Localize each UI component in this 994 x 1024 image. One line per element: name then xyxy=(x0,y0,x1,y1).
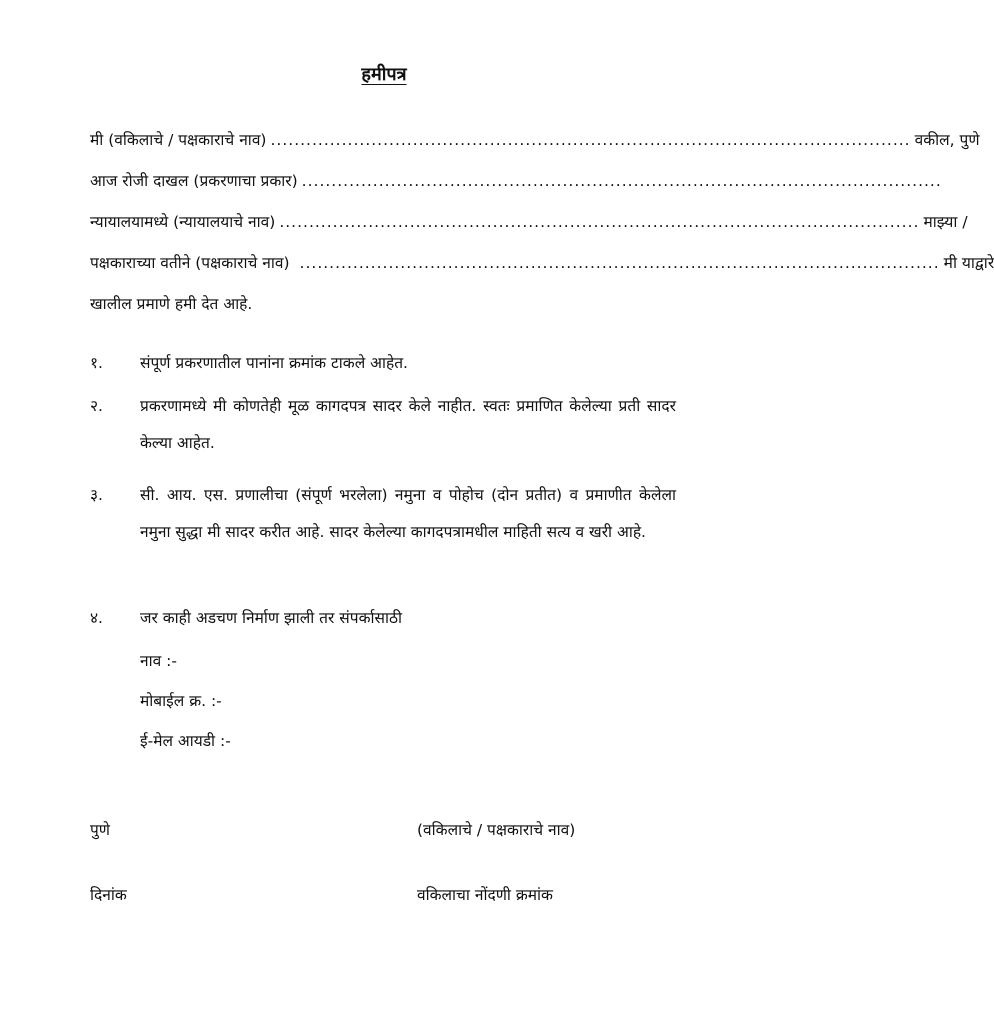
advocate-name-blank: ............................................................................................................ xyxy=(270,131,911,149)
intro-line-4 xyxy=(90,248,994,289)
intro-line-1 xyxy=(90,125,980,166)
list-item xyxy=(90,388,676,462)
advocate-city-label: वकील, पुणे xyxy=(914,131,980,149)
party-name-label: पक्षकाराच्या वतीने (पक्षकाराचे नाव) xyxy=(90,254,290,272)
item-number: ३. xyxy=(90,486,103,504)
place-label: पुणे xyxy=(90,821,111,839)
item-number: ४. xyxy=(90,609,103,627)
case-type-label: आज रोजी दाखल (प्रकरणाचा प्रकार) xyxy=(90,172,298,190)
list-item xyxy=(90,345,676,382)
intro-line-3 xyxy=(90,207,968,248)
document-title: हमीपत्र xyxy=(361,64,407,85)
advocate-name-label: मी (वकिलाचे / पक्षकाराचे नाव) xyxy=(90,131,267,149)
court-name-label: न्यायालयामध्ये (न्यायालयाचे नाव) xyxy=(90,213,276,231)
item-number: १. xyxy=(90,354,103,372)
case-type-blank: ............................................................................................................ xyxy=(301,172,942,190)
hereby-label: मी याद्वारे xyxy=(943,254,994,272)
intro-line-5: खालील प्रमाणे हमी देत आहे. xyxy=(90,295,253,313)
contact-email-label: ई-मेल आयडी :- xyxy=(140,732,231,750)
intro-paragraph xyxy=(90,125,994,330)
item-number: २. xyxy=(90,397,103,415)
item-text: जर काही अडचण निर्माण झाली तर संपर्कासाठी xyxy=(140,609,403,627)
item-text: प्रकरणामध्ये मी कोणतेही मूळ कागदपत्र सादर केले नाहीत. स्वतः प्रमाणित केलेल्या प्रती सादर केल्या आहेत. xyxy=(140,397,676,452)
contact-name-label: नाव :- xyxy=(140,652,177,670)
intro-line-2 xyxy=(90,166,942,207)
item-text: संपूर्ण प्रकरणातील पानांना क्रमांक टाकले आहेत. xyxy=(140,354,408,372)
signatory-label: (वकिलाचे / पक्षकाराचे नाव) xyxy=(417,821,576,839)
registration-number-label: वकिलाचा नोंदणी क्रमांक xyxy=(417,886,553,904)
item-text: सी. आय. एस. प्रणालीचा (संपूर्ण भरलेला) नमुना व पोहोच (दोन प्रतीत) व प्रमाणीत केलेला नमुना सुद्धा मी सादर करीत आहे. सादर केलेल्या कागदपत्रामधील माहिती सत्य व खरी आहे. xyxy=(140,486,676,541)
contact-mobile-label: मोबाईल क्र. :- xyxy=(140,692,222,710)
court-name-blank: ............................................................................................................ xyxy=(279,213,920,231)
party-name-blank: ............................................................................................................ xyxy=(299,254,940,272)
list-item xyxy=(90,477,676,551)
date-label: दिनांक xyxy=(90,886,127,904)
list-item xyxy=(90,600,676,637)
my-label: माझ्या / xyxy=(923,213,968,231)
